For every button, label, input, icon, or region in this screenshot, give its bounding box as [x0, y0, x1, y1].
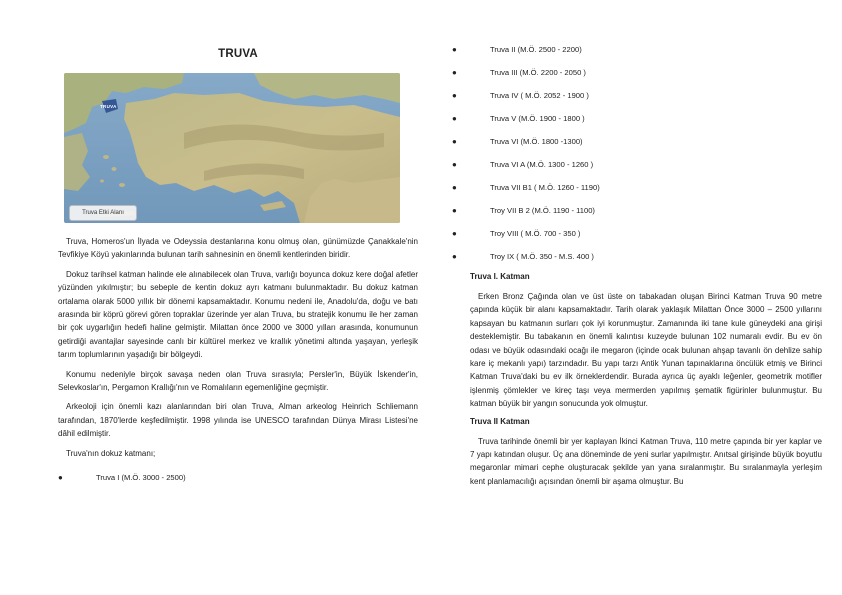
bullet-icon: ● — [452, 137, 457, 146]
troy-region-map — [64, 73, 400, 223]
list-item-label: Truva V (M.Ö. 1900 - 1800 ) — [490, 114, 585, 123]
list-item-label: Truva IV ( M.Ö. 2052 - 1900 ) — [490, 91, 589, 100]
intro-paragraph: Truva, Homeros'un İlyada ve Odeyssia destanlarına konu olmuş olan, günümüzde Çanakkale'nin Tevfikiye Köyü yakınlarında bulunan tarih sahnesinin en önemli kentlerinden biridir. — [58, 237, 418, 260]
list-item-label: Troy VIII ( M.Ö. 700 - 350 ) — [490, 229, 581, 238]
left-column — [58, 44, 418, 489]
list-item — [452, 61, 822, 84]
map-image — [64, 73, 400, 223]
archaeology-paragraph: Arkeoloji için önemli kazı alanlarından biri olan Truva, Alman arkeolog Heinrich Schliemann tarafından, 1870'lerde keşfedilmiştir. 1998 yılında ise UNESCO tarafından Dünya Mirası Listesi'ne dâhil edilmiştir. — [58, 402, 418, 439]
list-item-label: Truva VI A (M.Ö. 1300 - 1260 ) — [490, 160, 594, 169]
layers-paragraph: Dokuz tarihsel katman halinde ele alınabilecek olan Truva, varlığı boyunca dokuz kere doğal afetler yüzünden yıkılmıştır; bu sebeple de kentin dokuz ayrı katmanı bulunmaktadır. Bu dokuz katman ortalama olarak 5000 yıllık bir dönemi kapsamaktadır. Konumu nedeni ile, Anadolu'da, doğu ve batı arasında bir köprü görevi gören topraklar üzerinde yer alan Truva, bu stratejik konumu ile her zaman bir çok uygarlığın hedefi haline gelmiştir. Milattan önce 2000 ve 3000 yılları arasında, konumunun getirdiği avantajlar sayesinde canlı bir kültürel merkez ve krallık yönetimi altında yaşayan, yerleşik tarım toplumlarının yaşadığı bir bölgeydi. — [58, 269, 418, 360]
list-item — [452, 176, 822, 199]
bullet-icon: ● — [452, 160, 457, 169]
map-pin-label: TRUVA — [100, 104, 117, 109]
list-item-label: Troy IX ( M.Ö. 350 - M.S. 400 ) — [490, 252, 594, 261]
list-item — [452, 245, 822, 268]
layer-list-right — [452, 38, 822, 268]
list-item — [452, 222, 822, 245]
bullet-icon: ● — [452, 45, 457, 54]
section-paragraph-katman-1: Erken Bronz Çağında olan ve üst üste on tabakadan oluşan Birinci Katman Truva 90 metre çapında küçük bir alanı kapsamaktadır. Tarih olarak yaklaşık Milattan Önce 3000 – 2500 yıllarını kapsayan bu katmanın surları çok iyi korunmuştur. Zamanında iki tane kule güneydeki ana girişi desteklemiştir. Bu tabakanın en önemli kalıntısı kuzeyde bulunan 102 numaralı evdir. Bu ev ön odası ve büyük odasındaki ocağı ile megaron (içinde ocak bulunan ahşap tavanlı ön dehlize sahip kare iç mekanlı yapı) tarzındadır. Bu yapı tarzı Antik Yunan tapınaklarına öncülük etmiş ve Birinci Katman Truva'daki bu ev ilk örneklerdendir. Burada ayrıca üç ayaklı leğenler, geometrik motifler işlenmiş çömlekler ve kireç taşı veya mermerden yapılmış şematik figürinler bulunmuştur. Bu katman büyük bir yangın sonucunda yok olmuştur. — [470, 292, 822, 409]
layer-list-left — [58, 466, 418, 489]
list-item — [452, 38, 822, 61]
bullet-icon: ● — [452, 114, 457, 123]
section-heading-katman-1: Truva I. Katman — [470, 272, 530, 281]
list-item-label: Truva I (M.Ö. 3000 - 2500) — [96, 473, 186, 483]
rulers-paragraph: Konumu nedeniyle birçok savaşa neden olan Truva sırasıyla; Persler'in, Büyük İskender'in, Selevkoslar'ın, Pergamon Krallığı'nın ve Romalıların egemenliğine geçmiştir. — [58, 369, 418, 393]
list-item — [452, 130, 822, 153]
list-item — [58, 466, 418, 489]
bullet-icon: ● — [452, 229, 457, 238]
page-title: TRUVA — [218, 48, 258, 60]
bullet-icon: ● — [452, 252, 457, 261]
nine-layers-lead: Truva'nın dokuz katmanı; — [66, 448, 156, 458]
list-item-label: Truva VII B1 ( M.Ö. 1260 - 1190) — [490, 183, 600, 192]
list-item — [452, 84, 822, 107]
list-item — [452, 153, 822, 176]
section-heading-katman-2: Truva II Katman — [470, 416, 530, 426]
bullet-icon: ● — [452, 68, 457, 77]
list-item-label: Troy VII B 2 (M.Ö. 1190 - 1100) — [490, 206, 595, 215]
map-legend: Truva Etki Alanı — [69, 205, 137, 221]
bullet-icon: ● — [452, 183, 457, 192]
list-item-label: Truva II (M.Ö. 2500 - 2200) — [490, 45, 582, 54]
bullet-icon: ● — [452, 206, 457, 215]
list-item-label: Truva III (M.Ö. 2200 - 2050 ) — [490, 68, 586, 77]
right-column — [452, 38, 822, 494]
bullet-icon: ● — [58, 473, 63, 483]
section-paragraph-katman-2: Truva tarihinde önemli bir yer kaplayan İkinci Katman Truva, 110 metre çapında bir yer kaplar ve 7 yapı katından oluşur. Üç ana döneminde de yeni surlar yapılmıştır. Anıtsal girişinde büyük boyutlu megaronlar mimari cephe oluşturacak şekilde yan yana sıralanmıştır. Bu sıralanmayla yerleşim kent planlamacılığı açısından önemli bir aşama olmuştur. Bu — [470, 436, 822, 486]
list-item — [452, 107, 822, 130]
list-item — [452, 199, 822, 222]
bullet-icon: ● — [452, 91, 457, 100]
list-item-label: Truva VI (M.Ö. 1800 -1300) — [490, 137, 583, 146]
